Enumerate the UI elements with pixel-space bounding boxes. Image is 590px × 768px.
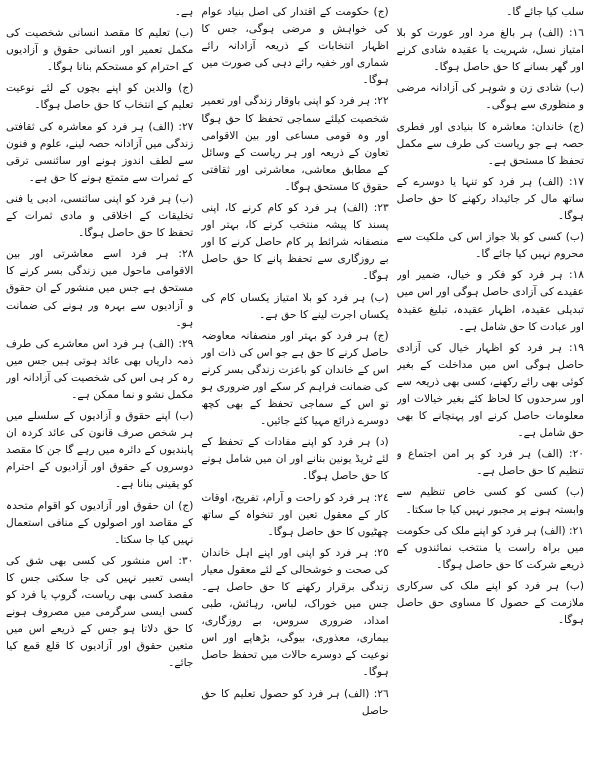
article-paragraph: ہے۔ <box>174 6 194 18</box>
article-paragraph: ١٧: (الف) ہر فرد کو تنہا یا دوسرے کے ساتھ مال کر جائیداد رکھنے کا حق حاصل ہوگا۔ <box>396 175 584 223</box>
article-paragraph: (د) ہر فرد کو اپنے مفادات کے تحفظ کے لئے ٹریڈ یونین بنانے اور ان میں شامل ہونے کا حق حاصل ہوگا۔ <box>201 436 389 483</box>
article-paragraph: سلب کیا جائے گا۔ <box>506 6 584 18</box>
article-paragraph: (ب) ہر فرد کو اپنی سائنسی، ادبی یا فنی تخلیقات کے اخلاقی و مادی ثمرات کے تحفظ کا حق حاصل ہوگا۔ <box>6 192 194 240</box>
article-paragraph: ٢٩: (الف) ہر فرد اس معاشرے کی طرف ذمہ داریاں بھی عائد ہوتی ہیں جس میں رہ کر ہی اس کی شخصیت کی آزادانہ اور مکمل نشو و نما ممکن ہے۔ <box>6 337 194 401</box>
article-paragraph: (ج) ان حقوق اور آزادیوں کو اقوام متحدہ کے مقاصد اور اصولوں کے منافی استعمال نہیں کیا جا سکتا۔ <box>6 499 194 546</box>
article-paragraph: ٢٣: (الف) ہر فرد کو کام کرنے کا، اپنی پسند کا پیشہ منتخب کرنے کا، بہتر اور منصفانہ شرائط پر کام حاصل کرنے کا اور بے روزگاری سے تحفظ پانے کا حق حاصل ہوگا۔ <box>201 202 389 283</box>
article-paragraph: (ج) والدین کو اپنے بچوں کے لئے نوعیت تعلیم کے انتخاب کا حق حاصل ہوگا۔ <box>6 82 194 112</box>
article-paragraph: (ب) ہر فرد کو بلا امتیاز یکساں کام کی یکساں اجرت لینے کا حق ہے۔ <box>201 291 389 321</box>
article-paragraph: (ب) کسی کو بلا جواز اس کی ملکیت سے محروم نہیں کیا جائے گا۔ <box>396 231 584 261</box>
article-paragraph: ٢٥: ہر فرد کو اپنی اور اپنے اہل خاندان کی صحت و خوشحالی کے لئے معقول معیار زندگی برقرار رکھنے کا حق حاصل ہے۔ جس میں خوراک، لباس، رہائش، طبی امداد، ضروری سروس، بے روزگاری، بیماری، معذوری، بیوگی، بڑھاپے اور اس نوعیت کے دوسرے حالات میں تحفظ حاصل ہوگا۔ <box>201 546 389 679</box>
article-paragraph: ٢٧: (الف) ہر فرد کو معاشرہ کی ثقافتی زندگی میں آزادانہ حصہ لینے، علوم و فنون سے لطف اندوز ہونے اور سائنسی ترقی کے ثمرات سے متمتع ہونے کا حق ہے۔ <box>6 120 194 184</box>
article-paragraph: ٢٠: (الف) ہر فرد کو پر امن اجتماع و تنظیم کا حق حاصل ہے۔ <box>396 448 584 478</box>
article-paragraph: ٢٤: ہر فرد کو راحت و آرام، تفریح، اوقات کار کے معقول تعین اور تنخواہ کے ساتھ چھٹیوں کا حق حاصل ہوگا۔ <box>201 491 389 538</box>
article-paragraph: ١٨: ہر فرد کو فکر و خیال، ضمیر اور عقیدے کی آزادی حاصل ہوگی اور اس میں تبدیلی عقیدہ، اظہار عقیدہ، تبلیغ عقیدہ اور عبادت کا حق شامل ہے۔ <box>396 269 584 333</box>
article-paragraph: (ب) ہر فرد کو اپنے ملک کی سرکاری ملازمت کے حصول کا مساوی حق حاصل ہوگا۔ <box>396 579 584 627</box>
article-paragraph: ٢١: (الف) ہر فرد کو اپنے ملک کی حکومت میں براہ راست یا منتخب نمائندوں کے ذریعے شرکت کا حق حاصل ہوگا۔ <box>396 524 584 571</box>
article-paragraph: (ج) ہر فرد کو بہتر اور منصفانہ معاوضہ حاصل کرنے کا حق ہے جو اس کی ذات اور اس کے خاندان کو باعزت زندگی بسر کرنے کی ضمانت فراہم کر سکے اور ضروری ہو تو اس کے سماجی تحفظ کے بھی کچھ دوسرے ذرائع مہیا کئے جائیں۔ <box>201 329 389 428</box>
article-paragraph: (ج) حکومت کے اقتدار کی اصل بنیاد عوام کی خواہش و مرضی ہوگی، جس کا اظہار انتخابات کے ذریعہ آزادانہ رائے شماری اور خفیہ رائے دہی کی صورت میں ہوگا۔ <box>201 6 389 87</box>
article-paragraph: ٢٨: ہر فرد اسے معاشرتی اور بین الاقوامی ماحول میں زندگی بسر کرنے کا مستحق ہے جس میں منشور کے ان حقوق و آزادیوں سے بہرہ ور ہونے کی ضمانت ہو۔ <box>6 248 194 329</box>
article-paragraph: ١٦: (الف) ہر بالغ مرد اور عورت کو بلا امتیاز نسل، شہریت یا عقیدہ شادی کرنے اور گھر بسانے کا حق حاصل ہوگا۔ <box>396 27 584 74</box>
article-paragraph: ٢٢: ہر فرد کو اپنی باوقار زندگی اور تعمیر شخصیت کیلئے سماجی تحفظ کا حق ہوگا اور وہ قومی مساعی اور بین الاقوامی تعاون کے ذریعہ اور ہر ریاست کے وسائل کے مطابق معاشی، معاشرتی اور ثقافتی حقوق کا مستحق ہوگا۔ <box>201 95 389 193</box>
article-paragraph: ٢٦: (الف) ہر فرد کو حصول تعلیم کا حق حاصل <box>201 687 389 717</box>
article-paragraph: (ب) اپنے حقوق و آزادیوں کے سلسلے میں ہر شخص صرف قانون کی عائد کردہ ان پابندیوں کے دائرہ میں رہے گا جن کا مقصد دوسروں کے حقوق اور آزادیوں کے احترام کو یقینی بنانا ہے۔ <box>6 410 194 491</box>
text-column-right <box>397 4 584 764</box>
article-paragraph: ١٩: ہر فرد کو اظہار خیال کی آزادی حاصل ہوگی اس میں مداخلت کے بغیر کوئی بھی رائے رکھنے، کسی بھی ذریعہ سے اور سرحدوں کا لحاظ کئے بغیر خیالات اور معلومات حاصل کرنے اور پہنچانے کا بھی حق شامل ہے۔ <box>396 341 584 440</box>
article-paragraph: ٣٠: اس منشور کی کسی بھی شق کی ایسی تعبیر نہیں کی جا سکتی جس کا مقصد کسی بھی ریاست، گروپ یا فرد کو کسی ایسی سرگرمی میں مصروف ہونے کا حق دلاتا ہو جس کے ذریعے اس میں متعین حقوق اور آزادیوں کا قلع قمع کیا جائے۔ <box>6 554 194 670</box>
article-paragraph: (ب) شادی زن و شوہر کی آزادانہ مرضی و منظوری سے ہوگی۔ <box>396 82 584 112</box>
article-paragraph: (ج) خاندان: معاشرہ کا بنیادی اور فطری حصہ ہے جو ریاست کی طرف سے مکمل تحفظ کا مستحق ہے۔ <box>396 120 584 167</box>
text-column-left <box>6 4 193 764</box>
article-paragraph: (ب) تعلیم کا مقصد انسانی شخصیت کی مکمل تعمیر اور انسانی حقوق و آزادیوں کے احترام کو مستحکم بنانا ہوگا۔ <box>6 27 194 74</box>
article-paragraph: (ب) کسی کو کسی خاص تنظیم سے وابستہ ہونے پر مجبور نہیں کیا جا سکتا۔ <box>396 486 584 516</box>
text-column-middle <box>201 4 388 764</box>
